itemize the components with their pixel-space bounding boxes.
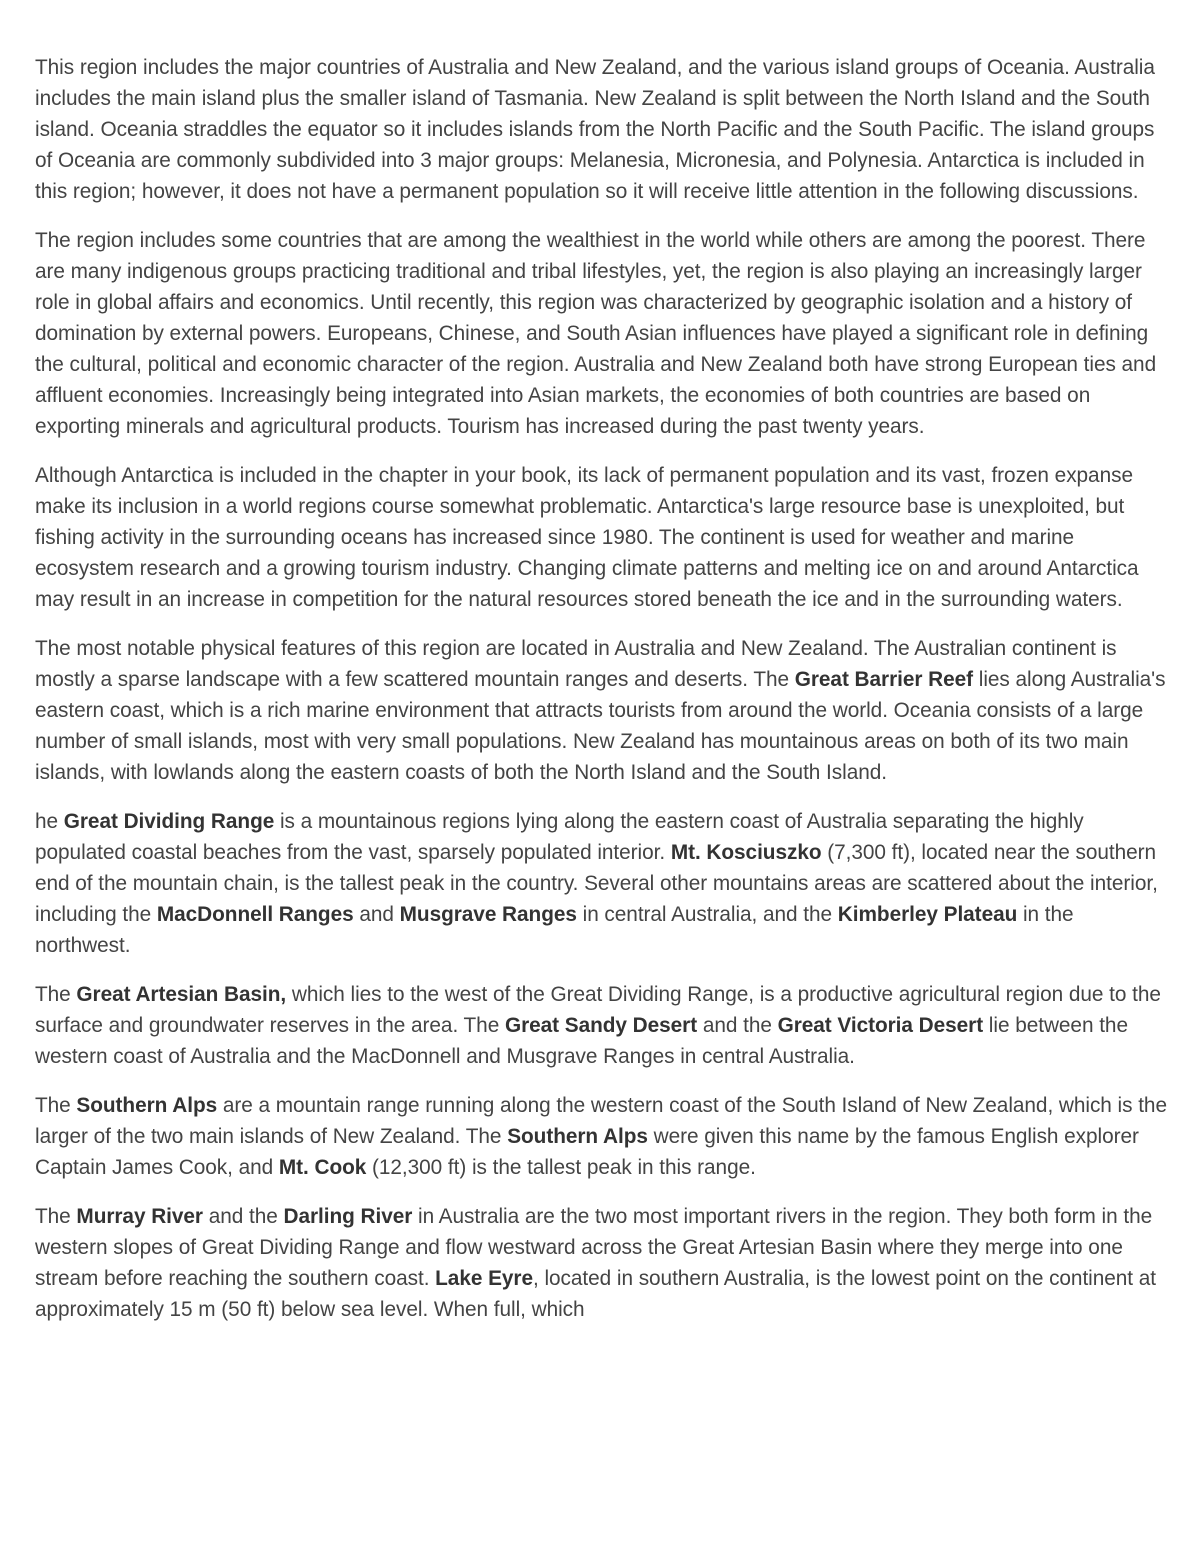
bold-term: Murray River xyxy=(76,1205,203,1228)
text-run: he xyxy=(35,810,64,833)
bold-term: Great Barrier Reef xyxy=(794,668,974,691)
text-run: , located in southern Australia, is the lowest point on the continent at approximately 15 m (50 ft) below sea level. When full, which xyxy=(35,1267,1156,1321)
bold-term: Kimberley Plateau xyxy=(837,903,1018,926)
bold-term: Mt. Cook xyxy=(278,1156,367,1179)
text-run: The xyxy=(35,1205,77,1228)
document-body xyxy=(35,52,1167,1325)
text-run: This region includes the major countries of Australia and New Zealand, and the various island groups of Oceania. Australia includes the main island plus the smaller island of Tasmania. New Zealand is split between the North Island and the South island. Oceania straddles the equator so it includes islands from the North Pacific and the South Pacific. The island groups of Oceania are commonly subdivided into 3 major groups: Melanesia, Micronesia, and Polynesia. Antarctica is included in this region; however, it does not have a permanent population so it will receive little attention in the following discussions. xyxy=(35,56,1155,203)
text-run: and the xyxy=(202,1205,284,1228)
bold-term: Southern Alps xyxy=(76,1094,218,1117)
paragraph xyxy=(35,460,1167,615)
text-run: and xyxy=(353,903,400,926)
bold-term: Great Victoria Desert xyxy=(777,1014,984,1037)
text-run: The xyxy=(35,1094,77,1117)
text-run: in central Australia, and the xyxy=(576,903,838,926)
paragraph xyxy=(35,1201,1167,1325)
bold-term: Mt. Kosciuszko xyxy=(670,841,822,864)
text-run: in the northwest. xyxy=(35,903,1074,957)
text-run: and the xyxy=(697,1014,778,1037)
text-run: The xyxy=(35,983,77,1006)
text-run: Although Antarctica is included in the chapter in your book, its lack of permanent population and its vast, frozen expanse make its inclusion in a world regions course somewhat problematic. Antarctica's large resource base is unexploited, but fishing activity in the surrounding oceans has increased since 1980. The continent is used for weather and marine ecosystem research and a growing tourism industry. Changing climate patterns and melting ice on and around Antarctica may result in an increase in competition for the natural resources stored beneath the ice and in the surrounding waters. xyxy=(35,464,1139,611)
paragraph xyxy=(35,52,1167,207)
paragraph xyxy=(35,1090,1167,1183)
text-run: are a mountain range running along the western coast of the South Island of New Zealand, which is the larger of the two main islands of New Zealand. The xyxy=(35,1094,1167,1148)
paragraph xyxy=(35,979,1167,1072)
bold-term: Southern Alps xyxy=(507,1125,648,1148)
bold-term: Great Artesian Basin, xyxy=(76,983,287,1006)
bold-term: Great Sandy Desert xyxy=(504,1014,698,1037)
text-run: lie between the western coast of Australia and the MacDonnell and Musgrave Ranges in central Australia. xyxy=(35,1014,1128,1068)
text-run: were given this name by the famous English explorer Captain James Cook, and xyxy=(35,1125,1139,1179)
text-run: (7,300 ft), located near the southern end of the mountain chain, is the tallest peak in the country. Several other mountains areas are scattered about the interior, including the xyxy=(35,841,1158,926)
paragraph xyxy=(35,225,1167,442)
paragraph xyxy=(35,633,1167,788)
text-run: which lies to the west of the Great Dividing Range, is a productive agricultural region due to the surface and groundwater reserves in the area. The xyxy=(35,983,1161,1037)
text-run: is a mountainous regions lying along the eastern coast of Australia separating the highly populated coastal beaches from the vast, sparsely populated interior. xyxy=(35,810,1084,864)
bold-term: MacDonnell Ranges xyxy=(156,903,354,926)
bold-term: Darling River xyxy=(283,1205,413,1228)
bold-term: Lake Eyre xyxy=(435,1267,533,1290)
bold-term: Great Dividing Range xyxy=(63,810,275,833)
text-run: The most notable physical features of this region are located in Australia and New Zealand. The Australian continent is mostly a sparse landscape with a few scattered mountain ranges and deserts. The xyxy=(35,637,1117,691)
text-run: (12,300 ft) is the tallest peak in this range. xyxy=(366,1156,756,1179)
bold-term: Musgrave Ranges xyxy=(399,903,577,926)
text-run: in Australia are the two most important rivers in the region. They both form in the western slopes of Great Dividing Range and flow westward across the Great Artesian Basin where they merge into one stream before reaching the southern coast. xyxy=(35,1205,1153,1290)
paragraph xyxy=(35,806,1167,961)
text-run: The region includes some countries that are among the wealthiest in the world while others are among the poorest. There are many indigenous groups practicing traditional and tribal lifestyles, yet, the region is also playing an increasingly larger role in global affairs and economics. Until recently, this region was characterized by geographic isolation and a history of domination by external powers. Europeans, Chinese, and South Asian influences have played a significant role in defining the cultural, political and economic character of the region. Australia and New Zealand both have strong European ties and affluent economies. Increasingly being integrated into Asian markets, the economies of both countries are based on exporting minerals and agricultural products. Tourism has increased during the past twenty years. xyxy=(35,229,1157,438)
text-run: lies along Australia's eastern coast, which is a rich marine environment that attracts tourists from around the world. Oceania consists of a large number of small islands, most with very small populations. New Zealand has mountainous areas on both of its two main islands, with lowlands along the eastern coasts of both the North Island and the South Island. xyxy=(35,668,1166,784)
